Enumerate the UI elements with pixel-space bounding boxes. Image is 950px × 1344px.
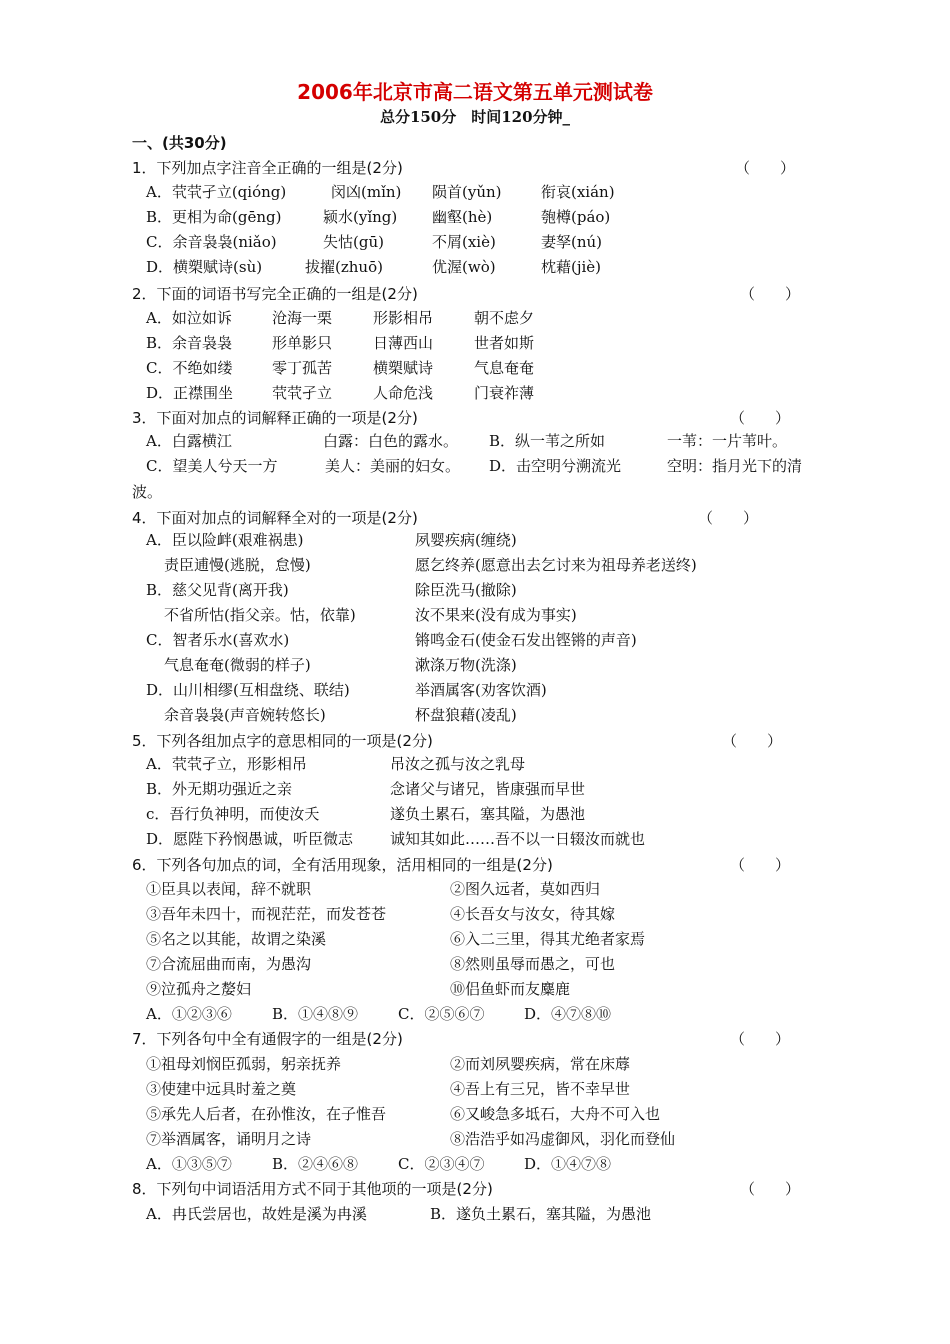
q7-item-1: ①祖母刘悯臣孤弱，躬亲抚养 [146,1055,342,1073]
q4-row1-left: A．臣以险衅(艰难祸患) [146,531,304,549]
q1-b-item2: 颍水(yǐng) [323,208,398,226]
q7-item-6: ⑥又峻急多坻石，大舟不可入也 [450,1105,661,1123]
q7-option-d: D．①④⑦⑧ [524,1155,612,1173]
q4-row5-right: 锵鸣金石(使金石发出铿锵的声音) [415,631,637,649]
q7-item-2: ②而刘夙婴疾病，常在床蓐 [450,1055,631,1073]
q7-item-3: ③使建中远具时羞之奠 [146,1080,297,1098]
q6-item-10: ⑩侣鱼虾而友麋鹿 [450,980,571,998]
q2-c-item3: 横槊赋诗 [373,359,434,377]
q6-item-8: ⑧然则虽辱而愚之，可也 [450,955,616,973]
q2-a-item2: 沧海一栗 [272,309,333,327]
q3-option-b-explanation: 一苇：一片苇叶。 [667,432,788,450]
q7-item-8: ⑧浩浩乎如冯虚御风，羽化而登仙 [450,1130,676,1148]
q6-item-2: ②图久远者，莫如西归 [450,880,601,898]
q1-a-item4: 衔哀(xián) [541,183,615,201]
answer-blank-6: （ ） [730,856,791,874]
q6-option-c: C．②⑤⑥⑦ [398,1005,485,1023]
q4-row2-right: 愿乞终养(愿意出去乞讨来为祖母养老送终) [415,556,697,574]
q1-b-item1: B．更相为命(gēng) [146,208,282,226]
q6-option-b: B．①④⑧⑨ [272,1005,359,1023]
q6-item-5: ⑤名之以其能，故谓之染溪 [146,930,327,948]
question-3-stem: 3．下面对加点的词解释正确的一项是(2分) [132,409,418,427]
q4-row4-right: 汝不果来(没有成为事实) [415,606,577,624]
q2-a-item4: 朝不虑夕 [474,309,535,327]
q5-b-right: 念诸父与诸兄，皆康强而早世 [390,780,586,798]
q1-c-item1: C．余音袅袅(niǎo) [146,233,277,251]
section-heading: 一、(共30分) [132,134,227,152]
q1-a-item1: A．茕茕孑立(qióng) [146,183,287,201]
q6-option-d: D．④⑦⑧⑩ [524,1005,612,1023]
q5-d-right: 诚知其如此……吾不以一日辍汝而就也 [390,830,646,848]
q4-row1-right: 夙婴疾病(缠绕) [415,531,517,549]
q6-item-3: ③吾年未四十，而视茫茫，而发苍苍 [146,905,387,923]
exam-subtitle: 总分150分 时间120分钟_ [379,108,571,126]
q5-a-right: 吊汝之孤与汝之乳母 [390,755,526,773]
q7-item-7: ⑦举酒属客，诵明月之诗 [146,1130,312,1148]
q4-row2-left: 责臣逋慢(逃脱，怠慢) [164,556,311,574]
answer-blank-4: （ ） [698,509,759,527]
q2-b-item4: 世者如斯 [474,334,535,352]
q3-option-a-explanation: 白露：白色的露水。 [323,432,459,450]
q4-row3-right: 除臣洗马(撤除) [415,581,517,599]
q3-option-c-explanation: 美人：美丽的妇女。 [325,457,461,475]
question-8-stem: 8．下列句中词语活用方式不同于其他项的一项是(2分) [132,1180,493,1198]
q4-row8-right: 杯盘狼藉(凌乱) [415,706,517,724]
q4-row6-left: 气息奄奄(微弱的样子) [164,656,311,674]
q6-item-4: ④长吾女与汝女，待其嫁 [450,905,616,923]
q8-option-b: B．遂负土累石，塞其隘，为愚池 [430,1205,652,1223]
q2-c-item2: 零丁孤苦 [272,359,333,377]
q1-b-item4: 匏樽(páo) [541,208,611,226]
q6-item-9: ⑨泣孤舟之嫠妇 [146,980,252,998]
answer-blank-1: （ ） [735,159,796,177]
q1-c-item2: 失怙(gū) [323,233,384,251]
q2-a-item3: 形影相吊 [373,309,434,327]
q8-option-a: A．冉氏尝居也，故姓是溪为冉溪 [146,1205,367,1223]
q2-d-item1: D．正襟围坐 [146,384,234,402]
q4-row5-left: C．智者乐水(喜欢水) [146,631,290,649]
q6-option-a: A．①②③⑥ [146,1005,232,1023]
q2-d-item3: 人命危浅 [373,384,434,402]
q7-option-c: C．②③④⑦ [398,1155,485,1173]
answer-blank-5: （ ） [722,732,783,750]
q2-b-item3: 日薄西山 [373,334,434,352]
q2-c-item4: 气息奄奄 [474,359,535,377]
q5-a-left: A．茕茕孑立，形影相吊 [146,755,307,773]
q4-row6-right: 漱涤万物(洗涤) [415,656,517,674]
answer-blank-3: （ ） [730,409,791,427]
q4-row3-left: B．慈父见背(离开我) [146,581,289,599]
q6-item-6: ⑥入二三里，得其尤绝者家焉 [450,930,646,948]
q5-c-left: c．吾行负神明，而使汝夭 [146,805,320,823]
q4-row4-left: 不省所怙(指父亲。怙，依靠) [164,606,356,624]
q1-a-item2: 闵凶(mǐn) [331,183,402,201]
q5-b-left: B．外无期功强近之亲 [146,780,293,798]
question-4-stem: 4．下面对加点的词解释全对的一项是(2分) [132,509,418,527]
q5-c-right: 遂负土累石，塞其隘，为愚池 [390,805,586,823]
q2-d-item2: 茕茕孑立 [272,384,333,402]
q2-b-item1: B．余音袅袅 [146,334,233,352]
answer-blank-7: （ ） [730,1030,791,1048]
q1-b-item3: 幽壑(hè) [432,208,493,226]
q2-a-item1: A．如泣如诉 [146,309,232,327]
q4-row7-left: D．山川相缪(互相盘绕、联结) [146,681,350,699]
q1-d-item4: 枕藉(jiè) [541,258,602,276]
q5-d-left: D．愿陛下矜悯愚诚，听臣微志 [146,830,354,848]
q4-row8-left: 余音袅袅(声音婉转悠长) [164,706,326,724]
q3-option-d-explanation: 空明：指月光下的清 [667,457,803,475]
q1-d-item1: D．横槊赋诗(sù) [146,258,263,276]
q7-option-a: A．①③⑤⑦ [146,1155,232,1173]
question-6-stem: 6．下列各句加点的词，全有活用现象，活用相同的一组是(2分) [132,856,553,874]
q3-option-d: D．击空明兮溯流光 [489,457,622,475]
question-7-stem: 7．下列各句中全有通假字的一组是(2分) [132,1030,403,1048]
q2-d-item4: 门衰祚薄 [474,384,535,402]
answer-blank-8: （ ） [740,1180,801,1198]
q7-item-5: ⑤承先人后者，在孙惟汝，在子惟吾 [146,1105,387,1123]
q7-item-4: ④吾上有三兄，皆不幸早世 [450,1080,631,1098]
exam-title: 2006年北京市高二语文第五单元测试卷 [297,80,653,104]
q1-c-item4: 妻孥(nú) [541,233,603,251]
q1-a-item3: 陨首(yǔn) [432,183,502,201]
q4-row7-right: 举酒属客(劝客饮酒) [415,681,547,699]
q2-c-item1: C．不绝如缕 [146,359,233,377]
question-5-stem: 5．下列各组加点字的意思相同的一项是(2分) [132,732,433,750]
q6-item-1: ①臣具以表闻，辞不就职 [146,880,312,898]
q3-option-c: C．望美人兮天一方 [146,457,278,475]
q1-d-item3: 优渥(wò) [432,258,496,276]
answer-blank-2: （ ） [740,285,801,303]
q3-option-b: B．纵一苇之所如 [489,432,606,450]
q2-b-item2: 形单影只 [272,334,333,352]
q6-item-7: ⑦合流屈曲而南，为愚沟 [146,955,312,973]
question-1-stem: 1．下列加点字注音全正确的一组是(2分) [132,159,403,177]
q1-d-item2: 拔擢(zhuō) [305,258,383,276]
q3-option-a: A．白露横江 [146,432,232,450]
question-2-stem: 2．下面的词语书写完全正确的一组是(2分) [132,285,418,303]
q3-option-d-wrap: 波。 [132,483,163,501]
q7-option-b: B．②④⑥⑧ [272,1155,359,1173]
q1-c-item3: 不屑(xiè) [432,233,496,251]
